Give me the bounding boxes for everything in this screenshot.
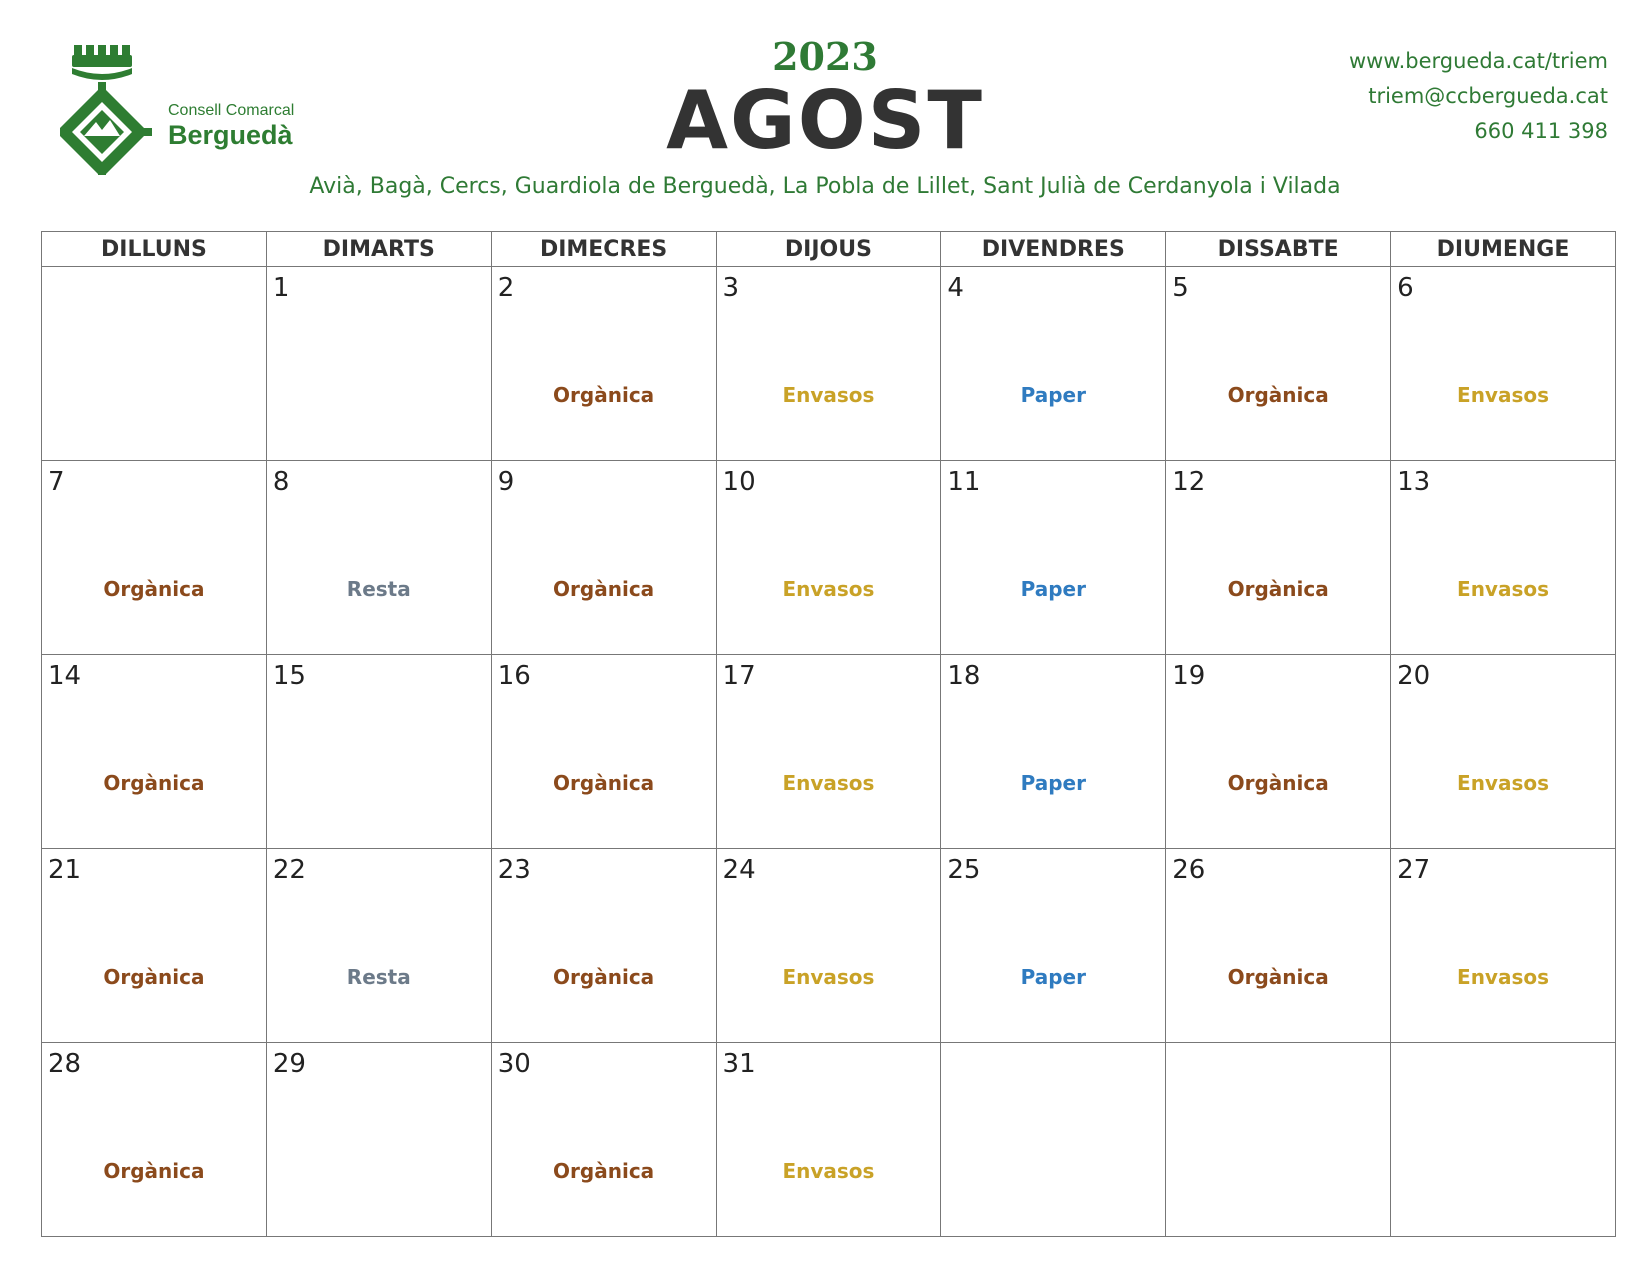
day-number: 4 — [947, 273, 964, 303]
calendar-day-cell — [42, 655, 267, 849]
website-link[interactable]: www.bergueda.cat/triem — [1348, 49, 1608, 73]
logo-line-2: Berguedà — [168, 120, 293, 150]
waste-collection-label: Orgànica — [1227, 771, 1329, 795]
calendar-week-row — [42, 1043, 1616, 1237]
waste-collection-label: Envasos — [782, 1159, 875, 1183]
day-number: 21 — [48, 855, 82, 885]
year-title: 2023 — [772, 34, 878, 79]
waste-collection-label: Orgànica — [1227, 577, 1329, 601]
calendar-grid — [41, 231, 1616, 1237]
day-number: 31 — [722, 1049, 756, 1079]
waste-collection-label: Orgànica — [553, 965, 655, 989]
calendar-day-cell — [1391, 461, 1616, 655]
waste-collection-label: Envasos — [782, 577, 875, 601]
waste-collection-label: Envasos — [1457, 577, 1550, 601]
waste-collection-label: Envasos — [1457, 771, 1550, 795]
day-number: 30 — [497, 1049, 531, 1079]
calendar-week-row — [42, 655, 1616, 849]
calendar-day-cell — [266, 267, 491, 461]
waste-collection-label: Orgànica — [103, 965, 205, 989]
calendar-day-cell — [266, 849, 491, 1043]
day-number: 6 — [1397, 273, 1414, 303]
waste-collection-label: Resta — [346, 577, 411, 601]
weekday-header: DIUMENGE — [1391, 232, 1616, 267]
calendar-day-cell — [266, 655, 491, 849]
day-number: 26 — [1172, 855, 1206, 885]
weekday-header: DISSABTE — [1166, 232, 1391, 267]
waste-collection-label: Orgànica — [553, 771, 655, 795]
day-number: 12 — [1172, 467, 1206, 497]
day-number: 13 — [1397, 467, 1431, 497]
day-number: 28 — [48, 1049, 82, 1079]
waste-collection-label: Orgànica — [103, 1159, 205, 1183]
calendar-week-row — [42, 849, 1616, 1043]
waste-collection-label: Envasos — [1457, 965, 1550, 989]
calendar-day-cell — [716, 849, 941, 1043]
calendar-day-cell — [941, 1043, 1166, 1237]
day-number: 14 — [48, 661, 82, 691]
calendar-day-cell — [1391, 849, 1616, 1043]
contact-block — [1349, 44, 1608, 149]
calendar-day-cell — [491, 655, 716, 849]
day-number: 2 — [497, 273, 515, 303]
calendar-day-cell — [491, 1043, 716, 1237]
calendar-day-cell — [1391, 655, 1616, 849]
day-number: 19 — [1172, 661, 1206, 691]
calendar-day-cell — [716, 461, 941, 655]
calendar-day-cell — [941, 655, 1166, 849]
day-number: 29 — [272, 1049, 306, 1079]
waste-collection-label: Orgànica — [1227, 965, 1329, 989]
waste-collection-label: Envasos — [782, 965, 875, 989]
day-number: 15 — [272, 661, 306, 691]
calendar-day-cell — [1166, 267, 1391, 461]
day-number: 22 — [272, 855, 306, 885]
calendar-day-cell — [1166, 1043, 1391, 1237]
day-number: 23 — [497, 855, 531, 885]
waste-collection-label: Orgànica — [553, 383, 655, 407]
day-number: 9 — [497, 467, 515, 497]
calendar-day-cell — [1391, 267, 1616, 461]
calendar-day-cell — [42, 267, 267, 461]
waste-collection-label: Envasos — [782, 383, 875, 407]
calendar-day-cell — [941, 849, 1166, 1043]
waste-collection-label: Orgànica — [103, 771, 205, 795]
waste-collection-label: Orgànica — [553, 577, 655, 601]
day-number: 17 — [722, 661, 756, 691]
day-number: 16 — [497, 661, 531, 691]
waste-collection-label: Envasos — [782, 771, 875, 795]
waste-collection-label: Paper — [1020, 383, 1086, 407]
phone-number: 660 411 398 — [1474, 119, 1608, 143]
towns-list: Avià, Bagà, Cercs, Guardiola de Berguedà, La Pobla de Lillet, Sant Julià de Cerdanyola i Vilada — [309, 174, 1341, 199]
weekday-header: DIMECRES — [491, 232, 716, 267]
month-title: AGOST — [666, 74, 984, 167]
waste-collection-label: Resta — [346, 965, 411, 989]
calendar-week-row — [42, 267, 1616, 461]
day-number: 20 — [1397, 661, 1431, 691]
calendar-day-cell — [491, 267, 716, 461]
day-number: 18 — [947, 661, 981, 691]
weekday-header: DIMARTS — [266, 232, 491, 267]
day-number: 8 — [272, 467, 290, 497]
day-number: 10 — [722, 467, 756, 497]
calendar-day-cell — [42, 849, 267, 1043]
calendar-day-cell — [941, 267, 1166, 461]
calendar-day-cell — [491, 461, 716, 655]
day-number: 1 — [272, 273, 290, 303]
waste-collection-label: Paper — [1020, 577, 1086, 601]
day-number: 3 — [722, 273, 740, 303]
day-number: 27 — [1397, 855, 1431, 885]
waste-collection-label: Orgànica — [553, 1159, 655, 1183]
weekday-header: DIVENDRES — [941, 232, 1166, 267]
calendar-day-cell — [941, 461, 1166, 655]
weekday-header: DILLUNS — [42, 232, 267, 267]
calendar-day-cell — [42, 461, 267, 655]
calendar-day-cell — [1166, 849, 1391, 1043]
email-link[interactable]: triem@ccbergueda.cat — [1368, 84, 1608, 108]
waste-collection-label: Paper — [1020, 771, 1086, 795]
day-number: 25 — [947, 855, 981, 885]
day-number: 7 — [48, 467, 65, 497]
calendar-day-cell — [1391, 1043, 1616, 1237]
calendar-day-cell — [1166, 461, 1391, 655]
calendar-day-cell — [266, 1043, 491, 1237]
logo-line-1: Consell Comarcal — [168, 102, 295, 119]
waste-collection-label: Envasos — [1457, 383, 1550, 407]
day-number: 5 — [1172, 273, 1189, 303]
calendar-week-row — [42, 461, 1616, 655]
day-number: 11 — [947, 467, 981, 497]
waste-collection-label: Orgànica — [1227, 383, 1329, 407]
calendar-day-cell — [716, 267, 941, 461]
calendar-day-cell — [716, 655, 941, 849]
calendar-day-cell — [42, 1043, 267, 1237]
calendar-day-cell — [1166, 655, 1391, 849]
calendar-day-cell — [266, 461, 491, 655]
waste-collection-label: Paper — [1020, 965, 1086, 989]
waste-collection-label: Orgànica — [103, 577, 205, 601]
weekday-header: DIJOUS — [716, 232, 941, 267]
weekday-header-row — [42, 232, 1616, 267]
day-number: 24 — [722, 855, 756, 885]
calendar-day-cell — [716, 1043, 941, 1237]
calendar-day-cell — [491, 849, 716, 1043]
